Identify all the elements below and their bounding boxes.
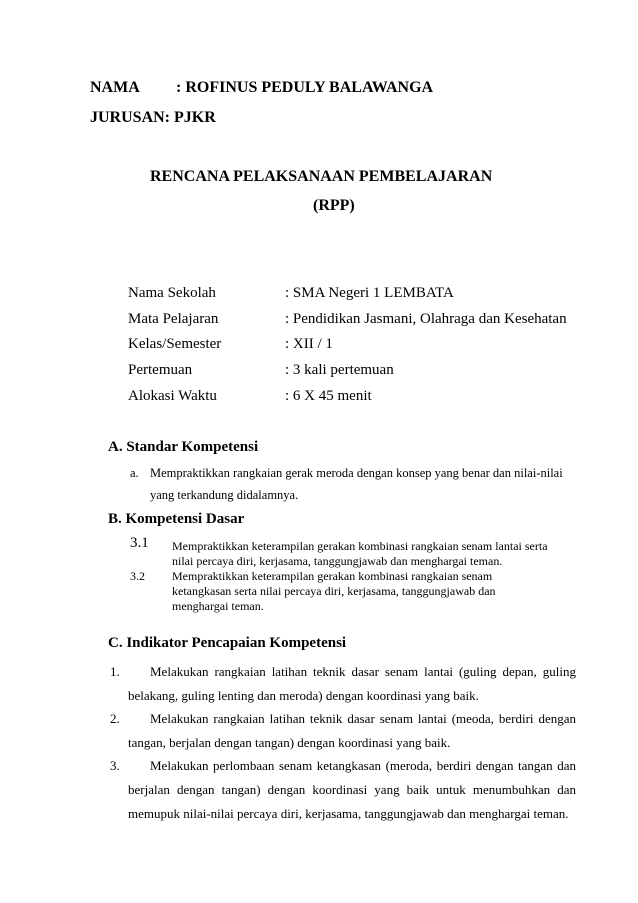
section-a-item-text: Mempraktikkan rangkaian gerak meroda dengan konsep yang benar dan nilai-nilai	[150, 466, 563, 480]
info-label: Alokasi Waktu	[128, 388, 217, 404]
info-label: Nama Sekolah	[128, 285, 216, 301]
section-a-item-marker: a.	[130, 466, 139, 480]
info-value: : XII / 1	[285, 336, 333, 352]
indicator-text: tangan, berjalan dengan tangan) dengan koordinasi yang baik.	[128, 735, 451, 750]
indicator-text: memupuk nilai-nilai percaya diri, kerjasama, tanggungjawab dan menghargai teman.	[128, 806, 569, 821]
info-label: Pertemuan	[128, 362, 193, 378]
indicator-text: berjalan dengan tangan) dengan koordinasi yang baik untuk menumbuhkan dan	[128, 782, 576, 797]
name-value: : ROFINUS PEDULY BALAWANGA	[176, 79, 434, 96]
indicator-number: 2.	[110, 711, 120, 726]
indicator-text: belakang, guling lenting dan meroda) dengan koordinasi yang baik.	[128, 688, 479, 703]
info-label: Mata Pelajaran	[128, 311, 219, 327]
info-value: : Pendidikan Jasmani, Olahraga dan Kesehatan	[285, 311, 567, 327]
section-c-heading: C. Indikator Pencapaian Kompetensi	[108, 635, 347, 651]
info-value: : SMA Negeri 1 LEMBATA	[285, 285, 454, 301]
section-b-heading: B. Kompetensi Dasar	[108, 511, 245, 527]
kd-number: 3.2	[130, 569, 145, 583]
document-subtitle: (RPP)	[313, 197, 355, 214]
name-label: NAMA	[90, 79, 140, 96]
indicator-text: Melakukan perlombaan senam ketangkasan (meroda, berdiri dengan tangan dan	[150, 758, 576, 773]
jurusan-line: JURUSAN: PJKR	[90, 109, 216, 126]
kd-text: ketangkasan serta nilai percaya diri, kerjasama, tanggungjawab dan	[172, 584, 496, 598]
section-a-item-text: yang terkandung didalamnya.	[150, 488, 299, 502]
kd-text: Mempraktikkan keterampilan gerakan kombinasi rangkaian senam	[172, 569, 493, 583]
kd-text: menghargai teman.	[172, 599, 264, 613]
document-title: RENCANA PELAKSANAAN PEMBELAJARAN	[150, 168, 493, 185]
info-value: : 3 kali pertemuan	[285, 362, 394, 378]
indicator-text: Melakukan rangkaian latihan teknik dasar senam lantai (meoda, berdiri dengan	[150, 711, 576, 726]
kd-text: Mempraktikkan keterampilan gerakan kombinasi rangkaian senam lantai serta	[172, 539, 548, 553]
kd-number: 3.1	[130, 535, 149, 551]
kd-text: nilai percaya diri, kerjasama, tanggungjawab dan menghargai teman.	[172, 554, 503, 568]
info-label: Kelas/Semester	[128, 336, 222, 352]
info-value: : 6 X 45 menit	[285, 388, 372, 404]
indicator-number: 1.	[110, 664, 120, 679]
section-a-heading: A. Standar Kompetensi	[108, 439, 259, 455]
indicator-text: Melakukan rangkaian latihan teknik dasar senam lantai (guling depan, guling	[150, 664, 576, 679]
indicator-number: 3.	[110, 758, 120, 773]
